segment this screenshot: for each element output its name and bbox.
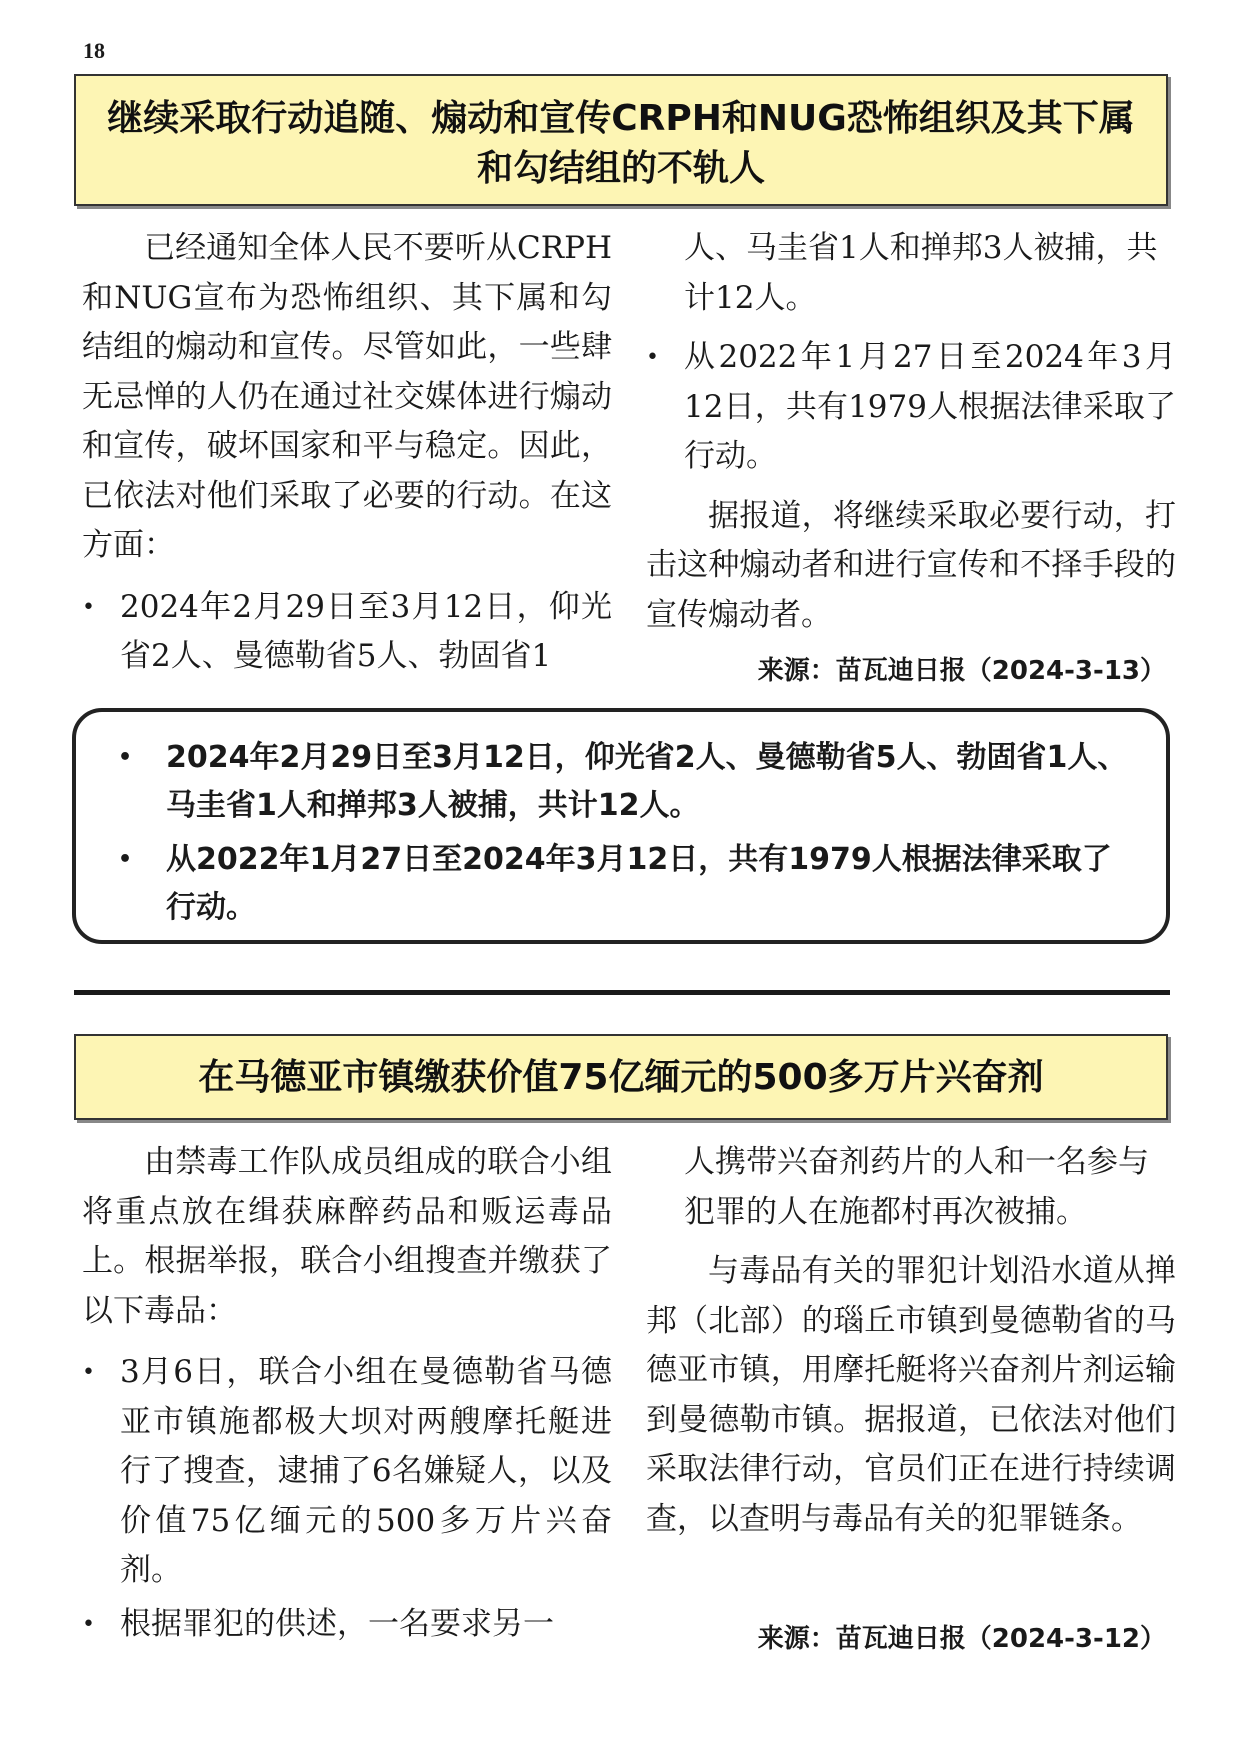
article2-title: 在马德亚市镇缴获价值75亿缅元的500多万片兴奋剂 <box>74 1034 1168 1120</box>
article1-bullet-1a: • 2024年2月29日至3月12日，仰光省2人、曼德勒省5人、勃固省1 <box>82 583 612 682</box>
article2-bullet-1: • 3月6日，联合小组在曼德勒省马德亚市镇施都极大坝对两艘摩托艇进行了搜查，逮捕了6名嫌疑人，以及价值75亿缅元的500多万片兴奋剂。 <box>82 1348 612 1596</box>
article1-bullet-1b: 人、马圭省1人和掸邦3人被捕，共计12人。 <box>684 230 1158 316</box>
article2-bullet-2b: 人携带兴奋剂药片的人和一名参与犯罪的人在施都村再次被捕。 <box>684 1144 1149 1230</box>
article1-title: 继续采取行动追随、煽动和宣传CRPH和NUG恐怖组织及其下属和勾结组的不轨人 <box>74 74 1168 206</box>
section-divider <box>74 990 1170 995</box>
article2-bullet-2a: • 根据罪犯的供述，一名要求另一 <box>82 1600 612 1650</box>
article1-closing: 据报道，将继续采取必要行动，打击这种煽动者和进行宣传和不择手段的宣传煽动者。 <box>646 497 1176 633</box>
article1-intro: 已经通知全体人民不要听从CRPH和NUG宣布为恐怖组织、其下属和勾结组的煽动和宣传。尽管如此，一些肆无忌惮的人仍在通过社交媒体进行煽动和宣传，破坏国家和平与稳定。因此，已依法对他们采取了必要的行动。在这方面： <box>82 230 612 563</box>
summary-box <box>72 708 1170 944</box>
summary-item-2: • 从2022年1月27日至2024年3月12日，共有1979人根据法律采取了行动。 <box>116 836 1136 932</box>
article2-source: 来源：苗瓦迪日报（2024-3-12） <box>757 1624 1166 1654</box>
article2-closing: 与毒品有关的罪犯计划沿水道从掸邦（北部）的瑙丘市镇到曼德勒省的马德亚市镇，用摩托艇将兴奋剂片剂运输到曼德勒市镇。据报道，已依法对他们采取法律行动，官员们正在进行持续调查，以查明与毒品有关的犯罪链条。 <box>646 1253 1176 1537</box>
article2-intro: 由禁毒工作队成员组成的联合小组将重点放在缉获麻醉药品和贩运毒品上。根据举报，联合小组搜查并缴获了以下毒品： <box>82 1144 612 1329</box>
article1-bullet-list <box>82 583 612 682</box>
page-number: 18 <box>83 38 105 63</box>
article2-right-column <box>646 1138 1176 1556</box>
article1-left-column <box>82 224 612 686</box>
article1-right-column <box>646 224 1176 652</box>
article1-source: 来源：苗瓦迪日报（2024-3-13） <box>757 656 1166 686</box>
article2-left-column <box>82 1138 612 1653</box>
article1-bullet-2: • 从2022年1月27日至2024年3月12日，共有1979人根据法律采取了行动。 <box>646 333 1176 482</box>
article1-bullet-list-cont <box>646 333 1176 482</box>
summary-list <box>116 734 1136 932</box>
summary-item-1: • 2024年2月29日至3月12日，仰光省2人、曼德勒省5人、勃固省1人、马圭省1人和掸邦3人被捕，共计12人。 <box>116 734 1136 830</box>
article2-bullet-list <box>82 1348 612 1649</box>
